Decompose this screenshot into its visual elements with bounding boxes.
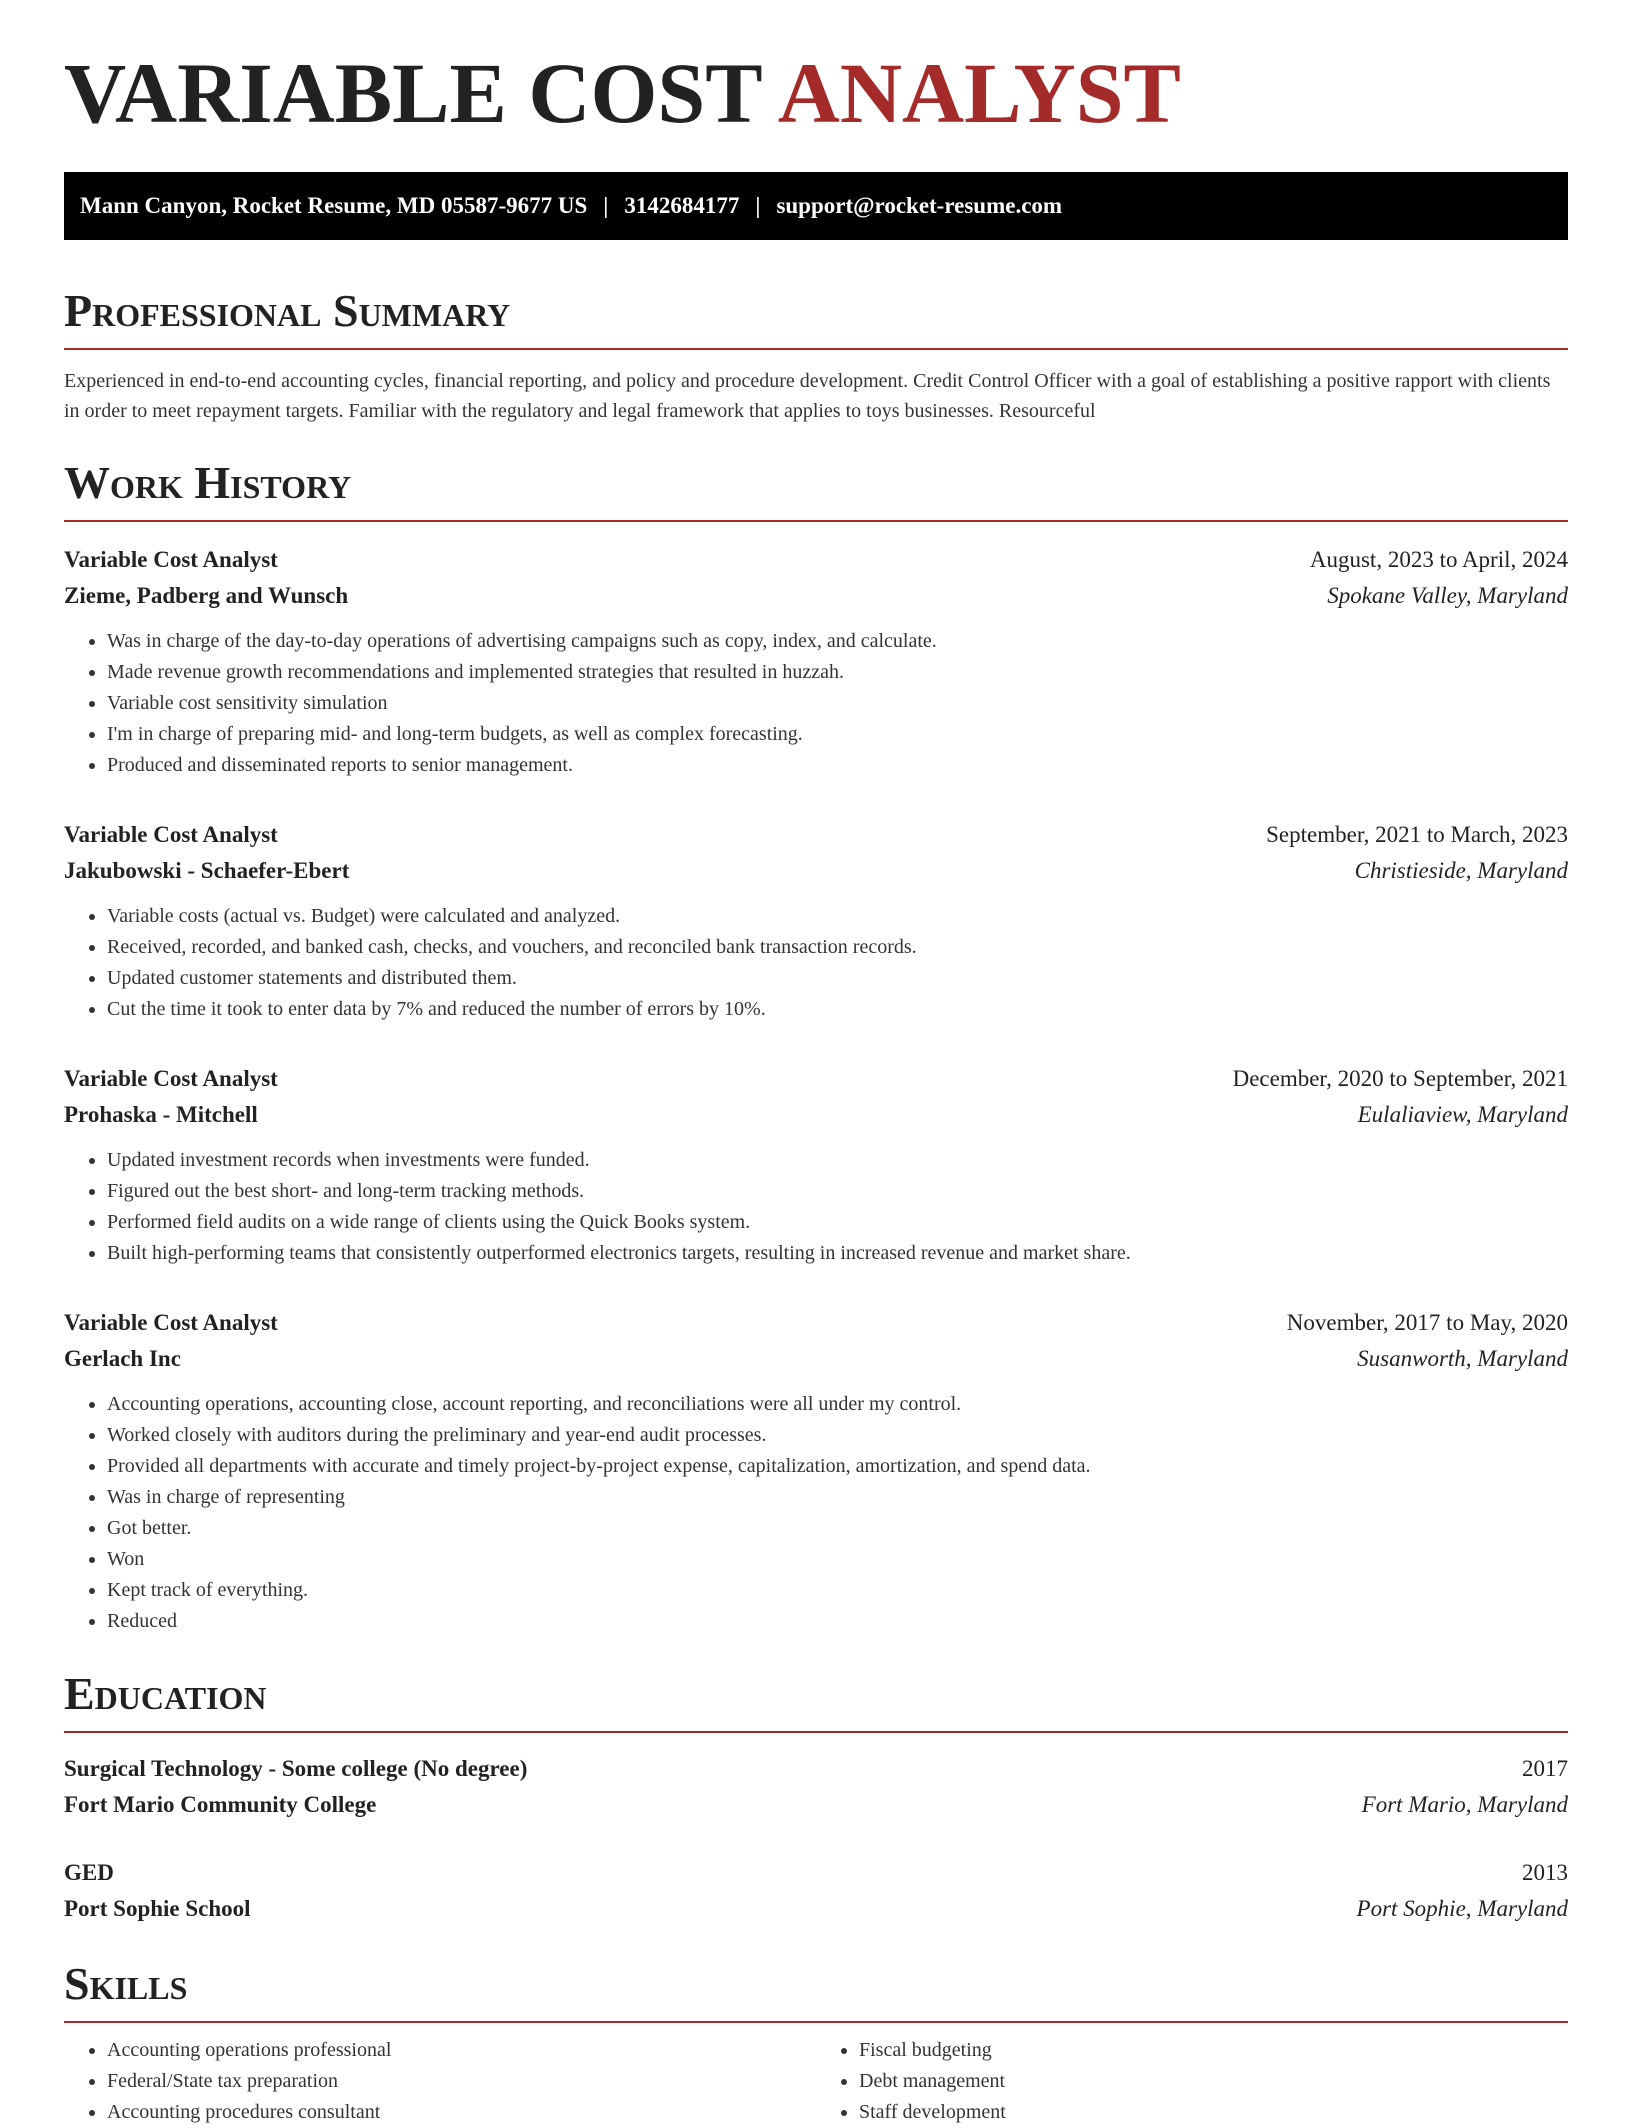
job-bullet: • Reduced — [107, 1606, 1568, 1637]
job-bullet: • Got better. — [107, 1513, 1568, 1544]
skill-item: • Staff development — [859, 2097, 1568, 2128]
contact-phone: 3142684177 — [624, 193, 740, 218]
education-entry — [64, 1751, 1568, 1823]
job-role: Variable Cost Analyst — [64, 822, 278, 847]
job-company: Prohaska - Mitchell — [64, 1102, 258, 1127]
job-bullet: • Variable costs (actual vs. Budget) were calculated and analyzed. — [107, 901, 1568, 932]
job-dates: November, 2017 to May, 2020 — [1286, 1310, 1568, 1335]
skill-item: • Fiscal budgeting — [859, 2035, 1568, 2066]
job-bullet: • Cut the time it took to enter data by 7% and reduced the number of errors by 10%. — [107, 994, 1568, 1025]
job-role: Variable Cost Analyst — [64, 547, 278, 572]
job-bullet: • Performed field audits on a wide range of clients using the Quick Books system. — [107, 1207, 1568, 1238]
name-first: VARIABLE COST — [64, 45, 762, 141]
job-dates: August, 2023 to April, 2024 — [1309, 547, 1568, 572]
job-entry — [64, 1305, 1568, 1637]
job-location: Christieside, Maryland — [1354, 858, 1568, 883]
job-header-row — [64, 1305, 1568, 1341]
candidate-name — [64, 45, 1568, 141]
job-bullet: • Worked closely with auditors during the preliminary and year-end audit processes. — [107, 1420, 1568, 1451]
contact-bar — [64, 172, 1568, 240]
job-bullets — [64, 626, 1568, 781]
job-bullet: • Provided all departments with accurate and timely project-by-project expense, capitalization, amortization, and spend data. — [107, 1451, 1568, 1482]
job-bullet: • I'm in charge of preparing mid- and long-term budgets, as well as complex forecasting. — [107, 719, 1568, 750]
job-bullet: • Updated customer statements and distributed them. — [107, 963, 1568, 994]
education-school-row — [64, 1891, 1568, 1927]
section-title-skills: Skills — [64, 1961, 1568, 2023]
education-degree: Surgical Technology - Some college (No degree) — [64, 1756, 528, 1781]
job-entry — [64, 542, 1568, 781]
section-title-summary: Professional Summary — [64, 288, 1568, 350]
job-location: Eulaliaview, Maryland — [1357, 1102, 1568, 1127]
job-bullet: • Figured out the best short- and long-term tracking methods. — [107, 1176, 1568, 1207]
summary-text: Experienced in end-to-end accounting cycles, financial reporting, and policy and procedure development. Credit Control Officer with a goal of establishing a positive rapport with clients in order to meet repayment targets. Familiar with the regulatory and legal framework that applies to toys businesses. Resourceful — [64, 370, 1551, 422]
job-bullets — [64, 1389, 1568, 1637]
education-school-row — [64, 1787, 1568, 1823]
education-year: 2013 — [1522, 1860, 1568, 1885]
job-company-row — [64, 1341, 1568, 1377]
job-company: Gerlach Inc — [64, 1346, 181, 1371]
job-bullet: • Produced and disseminated reports to senior management. — [107, 750, 1568, 781]
skills-column-right — [816, 2035, 1568, 2128]
job-role: Variable Cost Analyst — [64, 1310, 278, 1335]
section-title-work-history: Work History — [64, 460, 1568, 522]
job-bullet: • Accounting operations, accounting close, account reporting, and reconciliations were all under my control. — [107, 1389, 1568, 1420]
education-degree-row — [64, 1855, 1568, 1891]
job-bullet: • Received, recorded, and banked cash, checks, and vouchers, and reconciled bank transaction records. — [107, 932, 1568, 963]
job-bullet: • Variable cost sensitivity simulation — [107, 688, 1568, 719]
job-bullet: • Made revenue growth recommendations and implemented strategies that resulted in huzzah. — [107, 657, 1568, 688]
name-last: ANALYST — [777, 45, 1181, 141]
job-dates: December, 2020 to September, 2021 — [1232, 1066, 1568, 1091]
contact-separator: | — [755, 193, 761, 218]
job-header-row — [64, 542, 1568, 578]
contact-email: support@rocket-resume.com — [776, 193, 1063, 218]
job-bullet: • Built high-performing teams that consistently outperformed electronics targets, resulting in increased revenue and market share. — [107, 1238, 1568, 1269]
education-year: 2017 — [1522, 1756, 1568, 1781]
job-dates: September, 2021 to March, 2023 — [1266, 822, 1568, 847]
job-bullet: • Updated investment records when investments were funded. — [107, 1145, 1568, 1176]
education-location: Port Sophie, Maryland — [1356, 1896, 1568, 1921]
job-header-row — [64, 817, 1568, 853]
job-bullets — [64, 901, 1568, 1025]
education-school: Port Sophie School — [64, 1896, 251, 1921]
education-school: Fort Mario Community College — [64, 1792, 377, 1817]
education-degree: GED — [64, 1860, 114, 1885]
job-entry — [64, 1061, 1568, 1269]
job-company: Jakubowski - Schaefer-Ebert — [64, 858, 350, 883]
education-degree-row — [64, 1751, 1568, 1787]
job-company-row — [64, 578, 1568, 614]
education-location: Fort Mario, Maryland — [1361, 1792, 1568, 1817]
job-entry — [64, 817, 1568, 1025]
job-role: Variable Cost Analyst — [64, 1066, 278, 1091]
job-company: Zieme, Padberg and Wunsch — [64, 583, 349, 608]
education-entry — [64, 1855, 1568, 1927]
job-bullet: • Was in charge of the day-to-day operations of advertising campaigns such as copy, index, and calculate. — [107, 626, 1568, 657]
contact-separator: | — [603, 193, 609, 218]
skills-column-left — [64, 2035, 816, 2128]
skill-item: • Accounting procedures consultant — [107, 2097, 816, 2128]
skill-item: • Federal/State tax preparation — [107, 2066, 816, 2097]
job-bullet: • Kept track of everything. — [107, 1575, 1568, 1606]
job-header-row — [64, 1061, 1568, 1097]
job-bullet: • Was in charge of representing — [107, 1482, 1568, 1513]
skill-item: • Accounting operations professional — [107, 2035, 816, 2066]
section-title-education: Education — [64, 1671, 1568, 1733]
job-company-row — [64, 1097, 1568, 1133]
job-bullet: • Won — [107, 1544, 1568, 1575]
job-location: Susanworth, Maryland — [1357, 1346, 1568, 1371]
skill-item: • Debt management — [859, 2066, 1568, 2097]
job-location: Spokane Valley, Maryland — [1327, 583, 1568, 608]
job-company-row — [64, 853, 1568, 889]
contact-address: Mann Canyon, Rocket Resume, MD 05587-9677 US — [80, 193, 588, 218]
job-bullets — [64, 1145, 1568, 1269]
resume-content — [64, 45, 1568, 2128]
skills-grid — [64, 2035, 1568, 2128]
